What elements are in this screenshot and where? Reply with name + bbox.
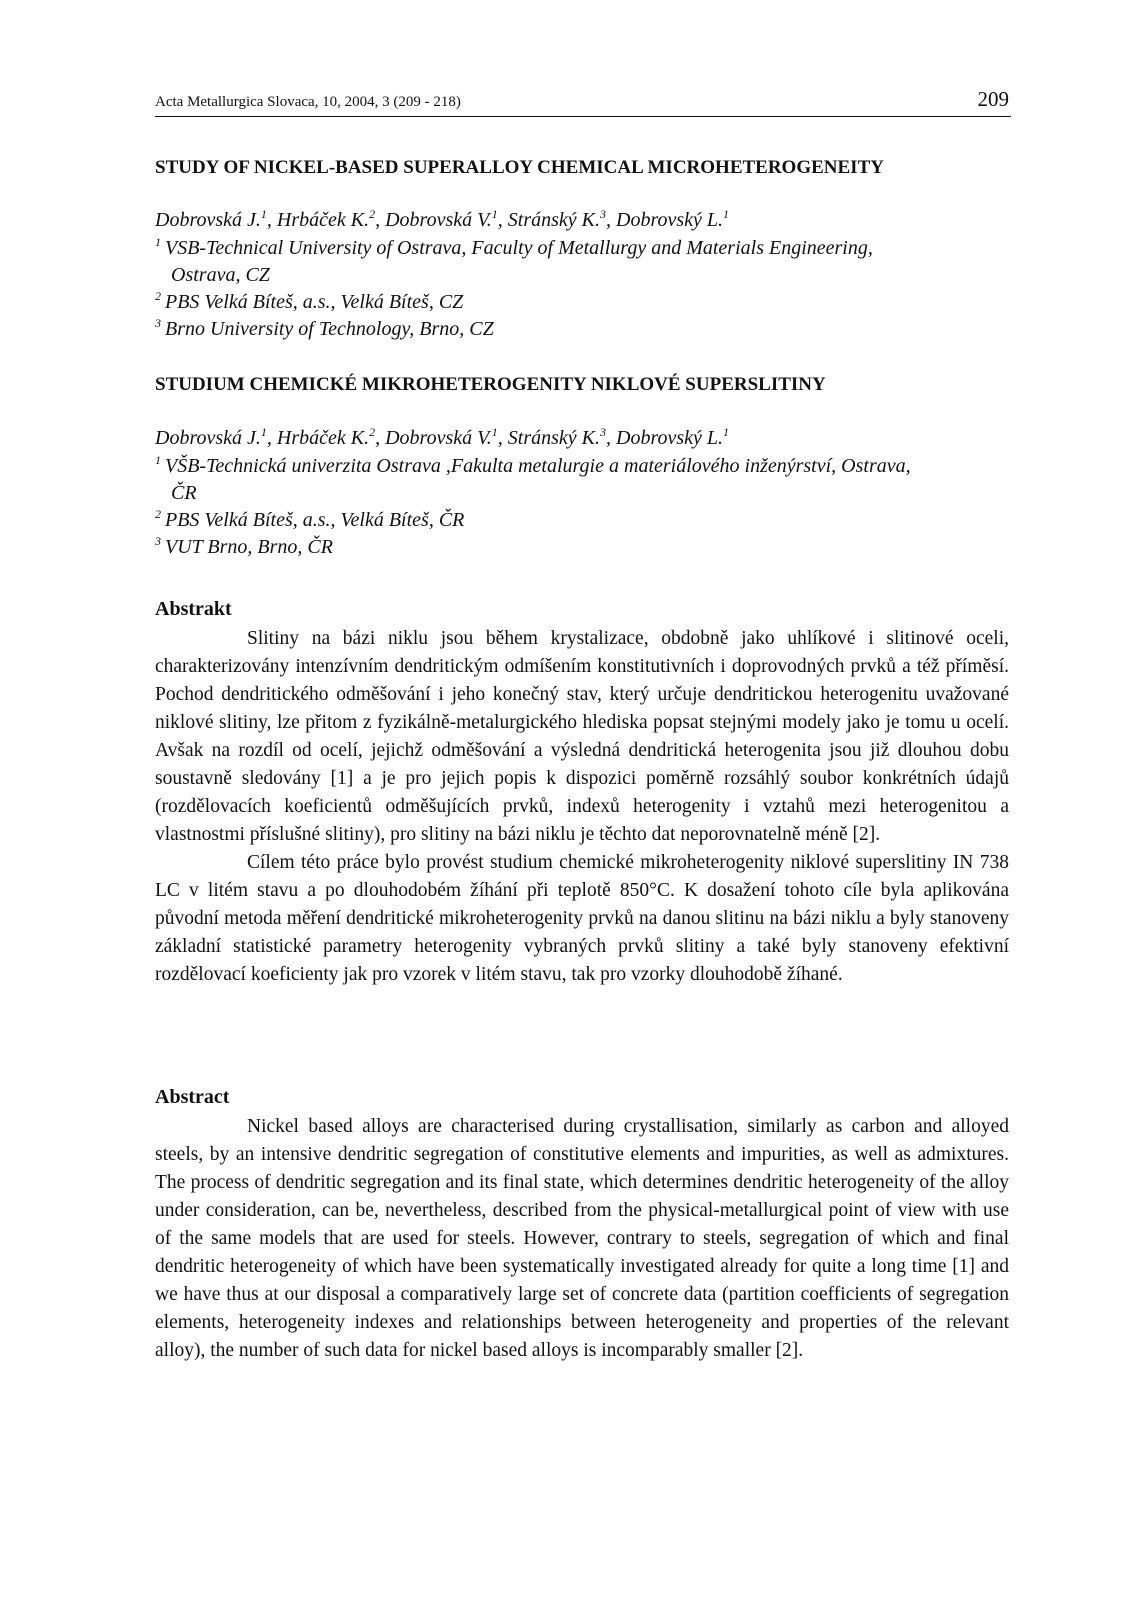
author-name: Dobrovská V. bbox=[385, 209, 492, 231]
affiliation-text: VŠB-Technická univerzita Ostrava ,Fakulta metalurgie a materiálového inženýrství, Ostrava, bbox=[165, 455, 911, 477]
abstrakt-body bbox=[155, 625, 1009, 989]
czech-affiliations bbox=[155, 453, 911, 561]
affiliation-line bbox=[155, 235, 873, 262]
affiliation-mark: 1 bbox=[155, 235, 161, 249]
affiliation-line bbox=[155, 534, 911, 561]
affiliation-line bbox=[155, 262, 873, 289]
page-number: 209 bbox=[977, 87, 1009, 111]
affiliation-line bbox=[155, 289, 873, 316]
journal-citation: Acta Metallurgica Slovaca, 10, 2004, 3 (209 - 218) bbox=[155, 94, 461, 110]
author-name: Stránský K. bbox=[507, 209, 600, 231]
affiliation-line bbox=[155, 453, 911, 480]
author-name: Dobrovský L. bbox=[616, 209, 724, 231]
affiliation-text: PBS Velká Bíteš, a.s., Velká Bíteš, ČR bbox=[165, 509, 465, 531]
abstrakt-paragraph: Slitiny na bázi niklu jsou během krystalizace, obdobně jako uhlíkové i slitinové oceli, charakterizovány intenzívním dendritickým odmíšením konstitutivních i doprovodných prvků a též příměsí. Pochod dendritického odměšování i jeho konečný stav, který určuje dendritickou heterogenitu uvažované niklové slitiny, lze přitom z fyzikálně-metalurgického hlediska popsat stejnými modely jako je tomu u ocelí. Avšak na rozdíl od ocelí, jejichž odměšování a výsledná dendritická heterogenita jsou již dlouhou dobu soustavně sledovány [1] a je pro jejich popis k dispozici poměrně rozsáhlý soubor konkrétních údajů (rozdělovacích koeficientů odměšujících prvků, indexů heterogenity i vztahů mezi heterogenitou a vlastnostmi příslušné slitiny), pro slitiny na bázi niklu je těchto dat neporovnatelně méně [2]. bbox=[155, 628, 1009, 845]
author-separator: , bbox=[266, 427, 277, 449]
affiliation-mark: 2 bbox=[155, 289, 161, 303]
affiliation-mark: 3 bbox=[155, 316, 161, 330]
affiliation-text: Ostrava, CZ bbox=[171, 264, 270, 286]
abstract-paragraph: Nickel based alloys are characterised during crystallisation, similarly as carbon and alloyed steels, by an intensive dendritic segregation of constitutive elements and impurities, as well as admixtures. The process of dendritic segregation and its final state, which determines dendritic heterogeneity of the alloy under consideration, can be, nevertheless, described from the physical-metallurgical point of view with use of the same models that are used for steels. However, contrary to steels, segregation of which and final dendritic heterogeneity of which have been systematically investigated already for quite a long time [1] and we have thus at our disposal a comparatively large set of concrete data (partition coefficients of segregation elements, heterogeneity indexes and relationships between heterogeneity and properties of the relevant alloy), the number of such data for nickel based alloys is incomparably smaller [2]. bbox=[155, 1116, 1009, 1361]
author-affiliation-mark: 1 bbox=[491, 425, 498, 439]
author-separator: , bbox=[497, 209, 508, 231]
affiliation-text: VSB-Technical University of Ostrava, Faculty of Metallurgy and Materials Engineering, bbox=[165, 237, 873, 259]
affiliation-text: ČR bbox=[171, 482, 197, 504]
english-authors bbox=[155, 207, 729, 234]
author-affiliation-mark: 2 bbox=[369, 425, 376, 439]
author-separator: , bbox=[497, 427, 508, 449]
abstrakt-heading: Abstrakt bbox=[155, 598, 232, 620]
abstract-heading: Abstract bbox=[155, 1086, 230, 1108]
author-affiliation-mark: 1 bbox=[260, 207, 267, 221]
czech-authors bbox=[155, 425, 729, 452]
english-title: STUDY OF NICKEL-BASED SUPERALLOY CHEMICAL MICROHETEROGENEITY bbox=[155, 157, 884, 178]
author-affiliation-mark: 1 bbox=[723, 425, 730, 439]
author-affiliation-mark: 3 bbox=[600, 207, 606, 221]
author-name: Dobrovský L. bbox=[616, 427, 724, 449]
abstract-body bbox=[155, 1113, 1009, 1365]
czech-title: STUDIUM CHEMICKÉ MIKROHETEROGENITY NIKLOVÉ SUPERSLITINY bbox=[155, 374, 826, 395]
author-separator: , bbox=[375, 427, 386, 449]
english-affiliations bbox=[155, 235, 873, 343]
author-affiliation-mark: 1 bbox=[260, 425, 267, 439]
affiliation-text: Brno University of Technology, Brno, CZ bbox=[165, 318, 494, 340]
author-separator: , bbox=[606, 209, 616, 231]
author-name: Dobrovská J. bbox=[155, 427, 261, 449]
author-name: Hrbáček K. bbox=[276, 427, 370, 449]
author-name: Dobrovská J. bbox=[155, 209, 261, 231]
affiliation-mark: 2 bbox=[155, 507, 161, 521]
author-name: Hrbáček K. bbox=[276, 209, 370, 231]
affiliation-line bbox=[155, 507, 911, 534]
author-affiliation-mark: 2 bbox=[369, 207, 376, 221]
affiliation-mark: 3 bbox=[155, 534, 161, 548]
running-header bbox=[155, 86, 1011, 117]
affiliation-line bbox=[155, 480, 911, 507]
author-separator: , bbox=[606, 427, 616, 449]
affiliation-text: PBS Velká Bíteš, a.s., Velká Bíteš, CZ bbox=[165, 291, 464, 313]
author-name: Dobrovská V. bbox=[385, 427, 492, 449]
affiliation-mark: 1 bbox=[155, 453, 161, 467]
author-separator: , bbox=[266, 209, 277, 231]
author-affiliation-mark: 1 bbox=[723, 207, 730, 221]
affiliation-text: VUT Brno, Brno, ČR bbox=[165, 536, 333, 558]
author-affiliation-mark: 3 bbox=[600, 425, 606, 439]
author-name: Stránský K. bbox=[507, 427, 600, 449]
author-separator: , bbox=[375, 209, 386, 231]
affiliation-line bbox=[155, 316, 873, 343]
abstrakt-paragraph: Cílem této práce bylo provést studium chemické mikroheterogenity niklové superslitiny IN 738 LC v litém stavu a po dlouhodobém žíhání při teplotě 850°C. K dosažení tohoto cíle byla aplikována původní metoda měření dendritické mikroheterogenity prvků na danou slitinu na bázi niklu a byly stanoveny základní statistické parametry heterogenity vybraných prvků slitiny a také byly stanoveny efektivní rozdělovací koeficienty jak pro vzorek v litém stavu, tak pro vzorky dlouhodobě žíhané. bbox=[155, 852, 1009, 985]
author-affiliation-mark: 1 bbox=[491, 207, 498, 221]
